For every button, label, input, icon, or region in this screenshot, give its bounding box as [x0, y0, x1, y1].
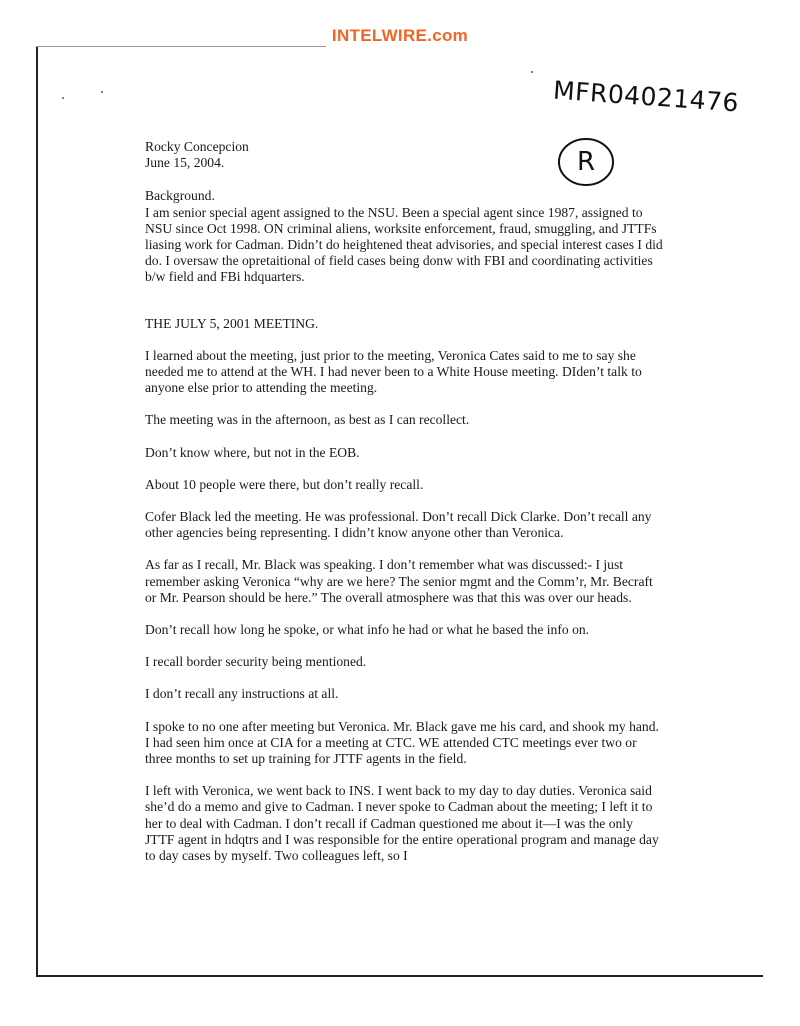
- paragraph: I spoke to no one after meeting but Veronica. Mr. Black gave me his card, and shook my hand. I had seen him once at CIA for a meeting at CTC. WE attended CTC meetings ever two or three months to set up training for JTTF agents in the field.: [145, 718, 659, 767]
- meeting-heading: THE JULY 5, 2001 MEETING.: [145, 315, 319, 331]
- scan-speck: [531, 71, 533, 73]
- page-border-left: [36, 46, 38, 976]
- circled-letter: R: [576, 147, 596, 177]
- page-border-bottom: [36, 975, 763, 977]
- memo-header: [145, 139, 665, 171]
- paragraph: The meeting was in the afternoon, as best as I can recollect.: [145, 412, 470, 428]
- paragraph: I left with Veronica, we went back to INS. I went back to my day to day duties. Veronica said she’d do a memo and give to Cadman. I never spoke to Cadman about the meeting; I left it to her to deal with Cadman. I don’t recall if Cadman questioned me about it—I was the only JTTF agent in hdqtrs and I was responsible for the entire operational program and manage day to day cases by myself. Two colleagues left, so I: [145, 783, 659, 864]
- memo-date: June 15, 2004.: [145, 155, 225, 171]
- scan-speck: [101, 91, 103, 93]
- background-heading: Background.: [145, 188, 215, 204]
- paragraph: Don’t recall how long he spoke, or what info he had or what he based the info on.: [145, 622, 590, 638]
- paragraph: I don’t recall any instructions at all.: [145, 686, 339, 702]
- paragraph: Cofer Black led the meeting. He was professional. Don’t recall Dick Clarke. Don’t recall any other agencies being representing. I didn’t know anyone other than Veronica.: [145, 509, 652, 541]
- author-name: Rocky Concepcion: [145, 139, 249, 154]
- paragraph: I recall border security being mentioned.: [145, 654, 367, 670]
- scan-speck: [62, 97, 64, 99]
- site-banner: INTELWIRE.com: [331, 26, 469, 45]
- paragraph: I learned about the meeting, just prior to the meeting, Veronica Cates said to me to say she needed me to attend at the WH. I had never been to a White House meeting. DIden’t talk to anyone else prior to attending the meeting.: [145, 347, 642, 396]
- memo-body: [145, 139, 665, 880]
- background-paragraph: I am senior special agent assigned to the NSU. Been a special agent since 1987, assigned to NSU since Oct 1998. ON criminal aliens, worksite enforcement, fraud, smuggling, and JTTFs liasing work for Cadman. Didn’t do heightened theat advisories, and special interest cases I did do. I oversaw the opretaitional of field cases being donw with FBI and coordinating activities b/w field and FBi hdquarters.: [145, 204, 663, 285]
- handwritten-document-id: MFR04021476: [552, 75, 740, 118]
- paragraph: Don’t know where, but not in the EOB.: [145, 444, 360, 460]
- paragraph: As far as I recall, Mr. Black was speaking. I don’t remember what was discussed:- I just remember asking Veronica “why are we here? The senior mgmt and the Comm’r, Mr. Becraft or Mr. Pearson should be here.” The overall atmosphere was that this was over our heads.: [145, 557, 653, 605]
- paragraph: About 10 people were there, but don’t really recall.: [145, 476, 424, 492]
- page-border-top: [36, 46, 326, 47]
